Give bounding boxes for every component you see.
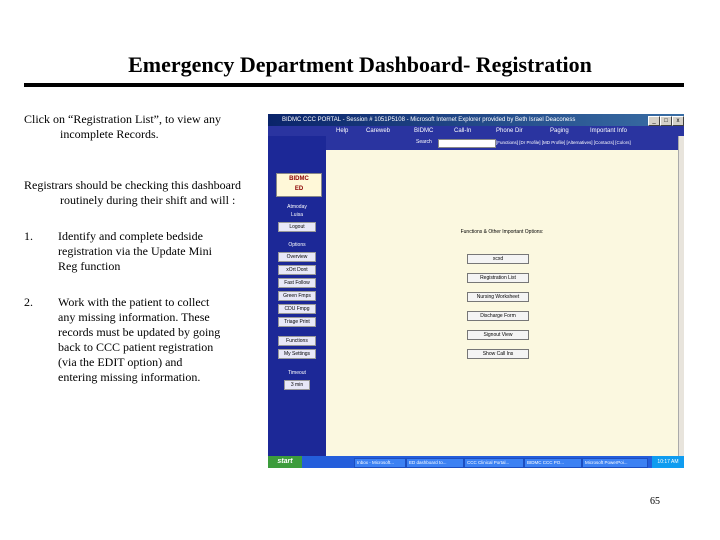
paragraph-registrars: Registrars should be checking this dashboard routinely during their shift and will : (24, 178, 241, 207)
start-button[interactable]: start (268, 456, 302, 468)
embedded-screenshot (268, 114, 684, 468)
list-item-text: Identify and complete bedside registration via the Update Mini Reg function (58, 229, 212, 273)
close-button[interactable]: x (672, 116, 684, 126)
list-item-text: Work with the patient to collect any missing information. These records must be updated by going back to CCC patient registration (via the EDIT option) and entering missing information. (58, 295, 221, 384)
xcxd-button[interactable]: xcxd (467, 254, 529, 264)
taskbar-item[interactable]: ED dashboard to... (406, 458, 464, 468)
maximize-button[interactable]: □ (660, 116, 672, 126)
logo-line-1: BIDMC (289, 176, 309, 182)
list-item-2 (24, 295, 224, 385)
nursing-worksheet-button[interactable]: Nursing Worksheet (467, 292, 529, 302)
taskbar-clock: 10:17 AM (652, 456, 684, 468)
nav-important-info[interactable]: Important Info (590, 128, 628, 134)
timeout-label: Timeout (288, 370, 306, 376)
functions-heading: Functions & Other Important Options: (460, 229, 544, 235)
option-green-button[interactable]: Green Fmps (278, 291, 316, 301)
taskbar-item[interactable]: Inbox - Microsoft... (354, 458, 406, 468)
list-item-number: 1. (24, 229, 33, 243)
slide-title: Emergency Department Dashboard- Registration (128, 52, 592, 77)
list-item-number: 2. (24, 295, 33, 309)
search-row (268, 136, 684, 150)
search-input[interactable] (438, 139, 496, 148)
show-call-ins-button[interactable]: Show Call Ins (467, 349, 529, 359)
nav-bidmc[interactable]: BIDMC (414, 128, 434, 134)
quick-links[interactable]: [Functions] [Dr Profile] [MD Profile] [Alternatives] [Contacts] [Colors] (496, 140, 631, 145)
search-label: Search (416, 139, 432, 145)
nav-paging[interactable]: Paging (550, 128, 569, 134)
nav-call-in[interactable]: Call-In (454, 128, 472, 134)
user-name: Luisa (291, 212, 303, 218)
discharge-form-button[interactable]: Discharge Form (467, 311, 529, 321)
title-rule (24, 83, 684, 87)
options-label: Options (288, 242, 306, 248)
timeout-value[interactable]: 3 min (284, 380, 310, 390)
bidmc-logo (276, 173, 322, 197)
main-pane (326, 150, 678, 456)
signout-view-button[interactable]: Signout View (467, 330, 529, 340)
vertical-scrollbar[interactable] (678, 136, 684, 456)
option-fast-follow-button[interactable]: Fast Follow (278, 278, 316, 288)
functions-button[interactable]: Functions (278, 336, 316, 346)
user-title: Atmoday (287, 204, 307, 210)
taskbar-item[interactable]: CCC Clinical Portal... (464, 458, 524, 468)
taskbar-item[interactable]: Microsoft PowerPoi... (582, 458, 648, 468)
logo-line-2: ED (294, 186, 304, 192)
page-number: 65 (650, 496, 660, 507)
window-titlebar (268, 114, 684, 126)
list-item-1 (24, 229, 224, 274)
taskbar (268, 456, 684, 468)
top-nav (268, 126, 684, 136)
window-title: BIDMC CCC PORTAL - Session # 1051P5108 - Microsoft Internet Explorer provided by Beth Israel Deaconess (282, 117, 576, 123)
nav-help[interactable]: Help (336, 128, 349, 134)
option-overview-button[interactable]: Overview (278, 252, 316, 262)
option-cdu-button[interactable]: CDU Fmpg (278, 304, 316, 314)
taskbar-item[interactable]: BIDMC CCC PO... (524, 458, 582, 468)
nav-careweb[interactable]: Careweb (366, 128, 391, 134)
logout-button[interactable]: Logout (278, 222, 316, 232)
paragraph-registration-list: Click on “Registration List”, to view any incomplete Records. (24, 112, 221, 141)
option-xort-button[interactable]: xOrt Dont (278, 265, 316, 275)
registration-list-button[interactable]: Registration List (467, 273, 529, 283)
sidebar (268, 136, 326, 456)
minimize-button[interactable]: _ (648, 116, 660, 126)
option-triage-print-button[interactable]: Triage Print (278, 317, 316, 327)
my-settings-button[interactable]: My Settings (278, 349, 316, 359)
nav-phone-dir[interactable]: Phone Dir (496, 128, 523, 134)
